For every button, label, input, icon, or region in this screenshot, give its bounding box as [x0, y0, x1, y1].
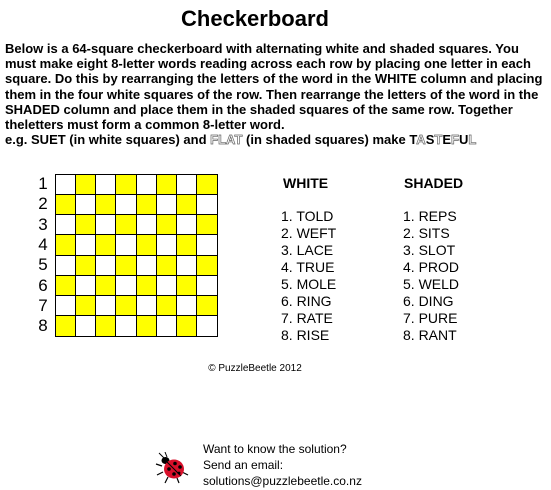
white-square[interactable] [116, 195, 136, 215]
white-word-item: 7. RATE [281, 310, 333, 326]
shaded-square[interactable] [76, 215, 96, 235]
white-square[interactable] [177, 215, 197, 235]
row-number: 3 [38, 214, 48, 234]
shaded-square[interactable] [56, 235, 76, 255]
example-result-word [409, 132, 476, 147]
white-square[interactable] [157, 276, 177, 296]
shaded-square[interactable] [157, 215, 177, 235]
shaded-square[interactable] [76, 296, 96, 316]
row-number: 6 [38, 275, 48, 295]
white-square[interactable] [157, 235, 177, 255]
example-result-letter: A [416, 132, 426, 148]
shaded-word-item: 8. RANT [403, 327, 457, 343]
white-square[interactable] [76, 276, 96, 296]
white-square[interactable] [56, 215, 76, 235]
shaded-square[interactable] [116, 256, 136, 276]
shaded-word-list [403, 208, 459, 344]
example-white-word: SUET [31, 132, 66, 148]
instructions-text: Below is a 64-square checkerboard with alternating white and shaded squares. You must make eight 8-letter words reading across each row by placing one letter in each square. Do this by rearranging the letters of the word in the WHITE column and placing them in the four white squares of the row. Then rearrange the letters of the word in the SHADED column and place them in the shaded squares of the same row. Together theletters must form a common 8-letter word. [5, 41, 543, 133]
shaded-square[interactable] [157, 256, 177, 276]
copyright: © PuzzleBeetle 2012 [208, 363, 302, 374]
shaded-word-item: 5. WELD [403, 276, 460, 292]
example-result-letter: F [450, 132, 459, 148]
shaded-square[interactable] [177, 195, 197, 215]
checkerboard [55, 174, 218, 337]
shaded-square[interactable] [157, 175, 177, 195]
example-result-letter: L [468, 132, 477, 148]
white-square[interactable] [76, 195, 96, 215]
shaded-word-item: 7. PURE [403, 310, 458, 326]
shaded-square[interactable] [197, 215, 217, 235]
shaded-square[interactable] [96, 276, 116, 296]
shaded-word-item: 2. SITS [403, 225, 450, 241]
white-square[interactable] [137, 296, 157, 316]
row-number: 1 [38, 174, 48, 193]
example-line [5, 132, 545, 147]
white-square[interactable] [96, 296, 116, 316]
shaded-square[interactable] [137, 235, 157, 255]
shaded-word-item: 4. PROD [403, 259, 460, 275]
shaded-word-item: 6. DING [403, 293, 454, 309]
shaded-square[interactable] [56, 195, 76, 215]
shaded-square[interactable] [96, 235, 116, 255]
white-word-item: 2. WEFT [281, 225, 337, 241]
white-square[interactable] [56, 256, 76, 276]
shaded-square[interactable] [177, 316, 197, 336]
shaded-square[interactable] [177, 276, 197, 296]
example-result-letter: U [458, 132, 469, 148]
white-square[interactable] [137, 175, 157, 195]
white-square[interactable] [76, 316, 96, 336]
white-square[interactable] [177, 175, 197, 195]
row-number: 2 [38, 194, 48, 214]
ladybug-icon [155, 452, 189, 484]
example-mid1: (in white squares) and [65, 132, 211, 148]
white-word-list [281, 208, 336, 344]
solution-line1: Want to know the solution? [203, 442, 347, 456]
shaded-square[interactable] [96, 195, 116, 215]
white-word-item: 1. TOLD [281, 208, 334, 224]
white-square[interactable] [137, 215, 157, 235]
shaded-square[interactable] [137, 316, 157, 336]
shaded-square[interactable] [157, 296, 177, 316]
white-square[interactable] [116, 235, 136, 255]
example-result-letter: E [442, 132, 451, 148]
shaded-word-item: 3. SLOT [403, 242, 456, 258]
example-result-letter: T [434, 132, 443, 148]
white-column-header: WHITE [283, 175, 329, 191]
shaded-square[interactable] [76, 256, 96, 276]
example-result-letter: S [425, 132, 435, 148]
white-square[interactable] [157, 316, 177, 336]
white-word-item: 6. RING [281, 293, 332, 309]
row-number: 7 [38, 295, 48, 315]
instructions-block [5, 41, 545, 147]
shaded-square[interactable] [177, 235, 197, 255]
page-title: Checkerboard [181, 6, 329, 31]
solution-email[interactable]: solutions@puzzlebeetle.co.nz [203, 474, 362, 488]
shaded-square[interactable] [137, 276, 157, 296]
white-square[interactable] [137, 256, 157, 276]
solution-info [203, 441, 362, 489]
white-square[interactable] [56, 175, 76, 195]
white-square[interactable] [197, 316, 217, 336]
example-shaded-word: FLAT [210, 132, 243, 148]
example-mid2: (in shaded squares) make [242, 132, 410, 148]
shaded-square[interactable] [197, 175, 217, 195]
row-number: 4 [38, 234, 48, 254]
row-number: 8 [38, 316, 48, 336]
example-result-letter: T [409, 132, 417, 148]
shaded-square[interactable] [137, 195, 157, 215]
shaded-square[interactable] [116, 215, 136, 235]
white-word-item: 5. MOLE [281, 276, 337, 292]
white-square[interactable] [56, 296, 76, 316]
white-word-item: 3. LACE [281, 242, 334, 258]
example-prefix: e.g. [5, 132, 32, 148]
white-square[interactable] [197, 235, 217, 255]
shaded-column-header: SHADED [404, 175, 464, 191]
shaded-square[interactable] [116, 175, 136, 195]
white-square[interactable] [177, 296, 197, 316]
white-square[interactable] [177, 256, 197, 276]
shaded-square[interactable] [197, 296, 217, 316]
white-square[interactable] [96, 215, 116, 235]
shaded-square[interactable] [116, 296, 136, 316]
white-word-item: 8. RISE [281, 327, 330, 343]
shaded-square[interactable] [197, 256, 217, 276]
white-square[interactable] [96, 256, 116, 276]
shaded-word-item: 1. REPS [403, 208, 457, 224]
white-square[interactable] [197, 195, 217, 215]
white-square[interactable] [116, 316, 136, 336]
white-word-item: 4. TRUE [281, 259, 335, 275]
white-square[interactable] [197, 276, 217, 296]
white-square[interactable] [96, 175, 116, 195]
shaded-square[interactable] [56, 316, 76, 336]
white-square[interactable] [76, 235, 96, 255]
shaded-square[interactable] [56, 276, 76, 296]
white-square[interactable] [157, 195, 177, 215]
row-number: 5 [38, 255, 48, 275]
solution-line2: Send an email: [203, 458, 284, 472]
white-square[interactable] [116, 276, 136, 296]
shaded-square[interactable] [76, 175, 96, 195]
shaded-square[interactable] [96, 316, 116, 336]
